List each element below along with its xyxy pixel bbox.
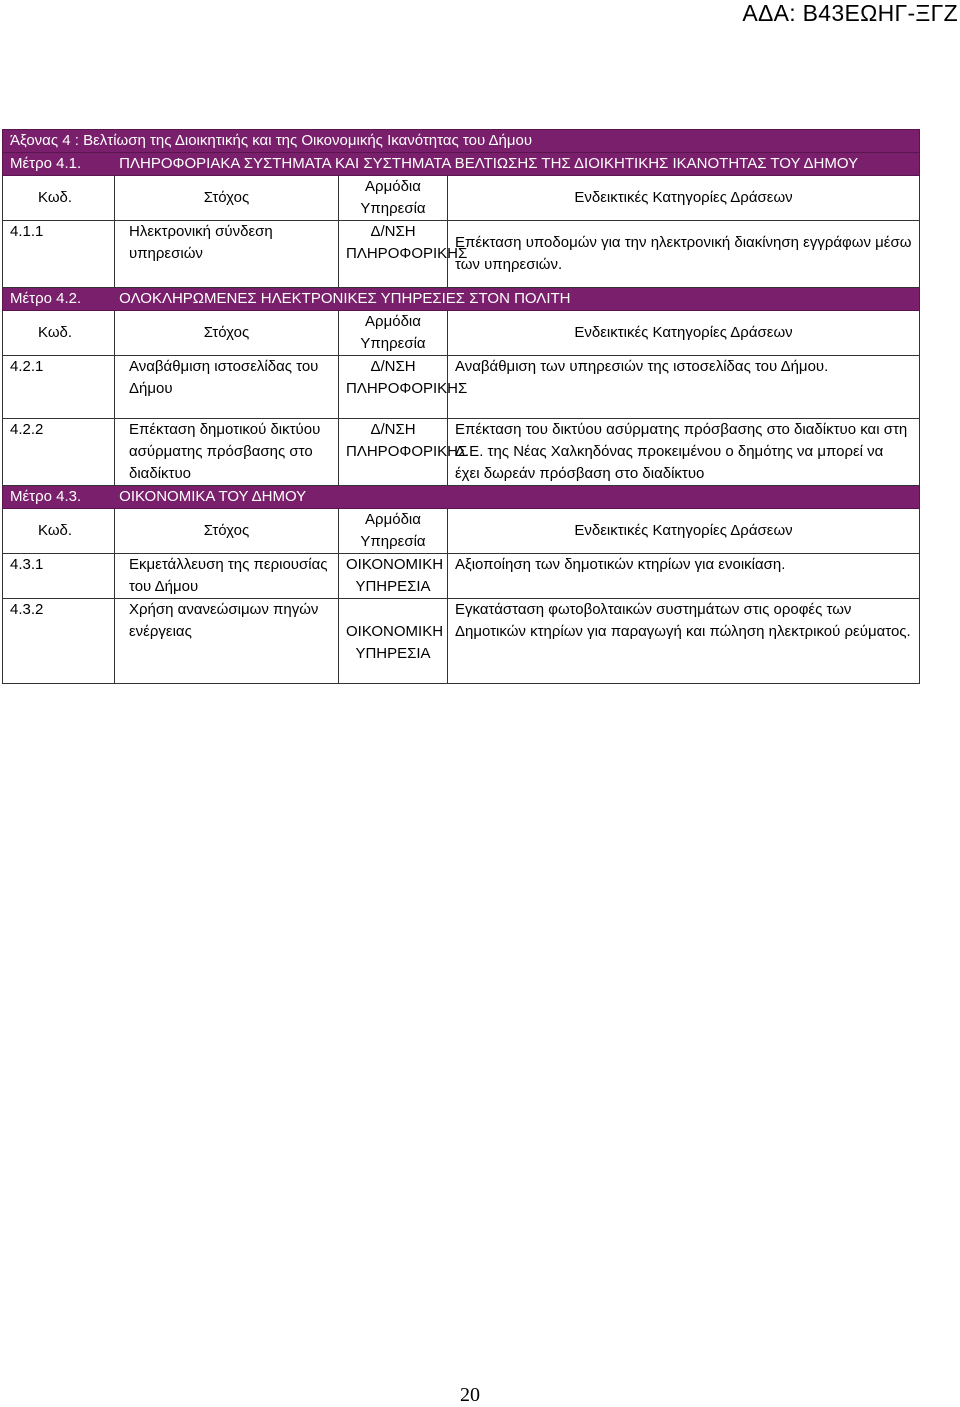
table-row [3, 221, 920, 288]
row-service: Δ/ΝΣΗ ΠΛΗΡΟΦΟΡΙΚΗΣ [339, 356, 448, 419]
header-service: Αρμόδια Υπηρεσία [339, 176, 448, 221]
column-header-row [3, 176, 920, 221]
row-service: Δ/ΝΣΗ ΠΛΗΡΟΦΟΡΙΚΗΣ [339, 221, 448, 288]
row-actions: Αναβάθμιση των υπηρεσιών της ιστοσελίδας του Δήμου. [448, 356, 920, 419]
column-header-row [3, 311, 920, 356]
measure-row [3, 153, 920, 176]
measure-label: Μέτρο 4.3. [10, 488, 82, 505]
measure-row [3, 288, 920, 311]
row-code: 4.3.2 [3, 599, 115, 684]
row-service: ΟΙΚΟΝΟΜΙΚΗ ΥΠΗΡΕΣΙΑ [339, 599, 448, 684]
row-code: 4.3.1 [3, 554, 115, 599]
table-row [3, 419, 920, 486]
row-actions: Εγκατάσταση φωτοβολταικών συστημάτων στις οροφές των Δημοτικών κτηρίων για παραγωγή και πώληση ηλεκτρικού ρεύματος. [448, 599, 920, 684]
header-actions: Ενδεικτικές Κατηγορίες Δράσεων [448, 311, 920, 356]
axis-title: Άξονας 4 : Βελτίωση της Διοικητικής και της Οικονομικής Ικανότητας του Δήμου [3, 130, 920, 153]
measure-title: ΟΛΟΚΛΗΡΩΜΕΝΕΣ ΗΛΕΚΤΡΟΝΙΚΕΣ ΥΠΗΡΕΣΙΕΣ ΣΤΟΝ ΠΟΛΙΤΗ [119, 290, 571, 307]
header-goal: Στόχος [115, 311, 339, 356]
row-actions: Επέκταση του δικτύου ασύρματης πρόσβασης στο διαδίκτυο και στη Δ.Ε. της Νέας Χαλκηδόνας προκειμένου ο δημότης να μπορεί να έχει δωρεάν πρόσβαση στο διαδίκτυο [448, 419, 920, 486]
header-code: Κωδ. [3, 509, 115, 554]
header-service: Αρμόδια Υπηρεσία [339, 311, 448, 356]
row-actions: Επέκταση υποδομών για την ηλεκτρονική διακίνηση εγγράφων μέσω των υπηρεσιών. [448, 221, 920, 288]
header-goal: Στόχος [115, 509, 339, 554]
header-goal: Στόχος [115, 176, 339, 221]
row-goal: Χρήση ανανεώσιμων πηγών ενέργειας [115, 599, 339, 684]
table-row [3, 599, 920, 684]
header-actions: Ενδεικτικές Κατηγορίες Δράσεων [448, 509, 920, 554]
axis-row [3, 130, 920, 153]
table-row [3, 356, 920, 419]
page-number: 20 [460, 1384, 480, 1406]
measure-label: Μέτρο 4.1. [10, 155, 82, 172]
header-code: Κωδ. [3, 176, 115, 221]
measure-title: ΟΙΚΟΝΟΜΙΚΑ ΤΟΥ ΔΗΜΟΥ [119, 488, 307, 505]
row-service: Δ/ΝΣΗ ΠΛΗΡΟΦΟΡΙΚΗΣ [339, 419, 448, 486]
row-goal: Επέκταση δημοτικού δικτύου ασύρματης πρόσβασης στο διαδίκτυο [115, 419, 339, 486]
header-service: Αρμόδια Υπηρεσία [339, 509, 448, 554]
measure-row [3, 486, 920, 509]
ada-code: ΑΔΑ: Β43ΕΩΗΓ-ΞΓΖ [742, 0, 958, 26]
row-goal: Ηλεκτρονική σύνδεση υπηρεσιών [115, 221, 339, 288]
column-header-row [3, 509, 920, 554]
actions-table [2, 129, 920, 684]
row-service: ΟΙΚΟΝΟΜΙΚΗ ΥΠΗΡΕΣΙΑ [339, 554, 448, 599]
row-actions: Αξιοποίηση των δημοτικών κτηρίων για ενοικίαση. [448, 554, 920, 599]
row-goal: Αναβάθμιση ιστοσελίδας του Δήμου [115, 356, 339, 419]
measure-label: Μέτρο 4.2. [10, 290, 82, 307]
header-actions: Ενδεικτικές Κατηγορίες Δράσεων [448, 176, 920, 221]
measure-title: ΠΛΗΡΟΦΟΡΙΑΚΑ ΣΥΣΤΗΜΑΤΑ ΚΑΙ ΣΥΣΤΗΜΑΤΑ ΒΕΛΤΙΩΣΗΣ ΤΗΣ ΔΙΟΙΚΗΤΙΚΗΣ ΙΚΑΝΟΤΗΤΑΣ ΤΟΥ ΔΗΜΟΥ [119, 155, 859, 172]
table-row [3, 554, 920, 599]
header-code: Κωδ. [3, 311, 115, 356]
row-code: 4.1.1 [3, 221, 115, 288]
row-code: 4.2.2 [3, 419, 115, 486]
row-code: 4.2.1 [3, 356, 115, 419]
row-goal: Εκμετάλλευση της περιουσίας του Δήμου [115, 554, 339, 599]
